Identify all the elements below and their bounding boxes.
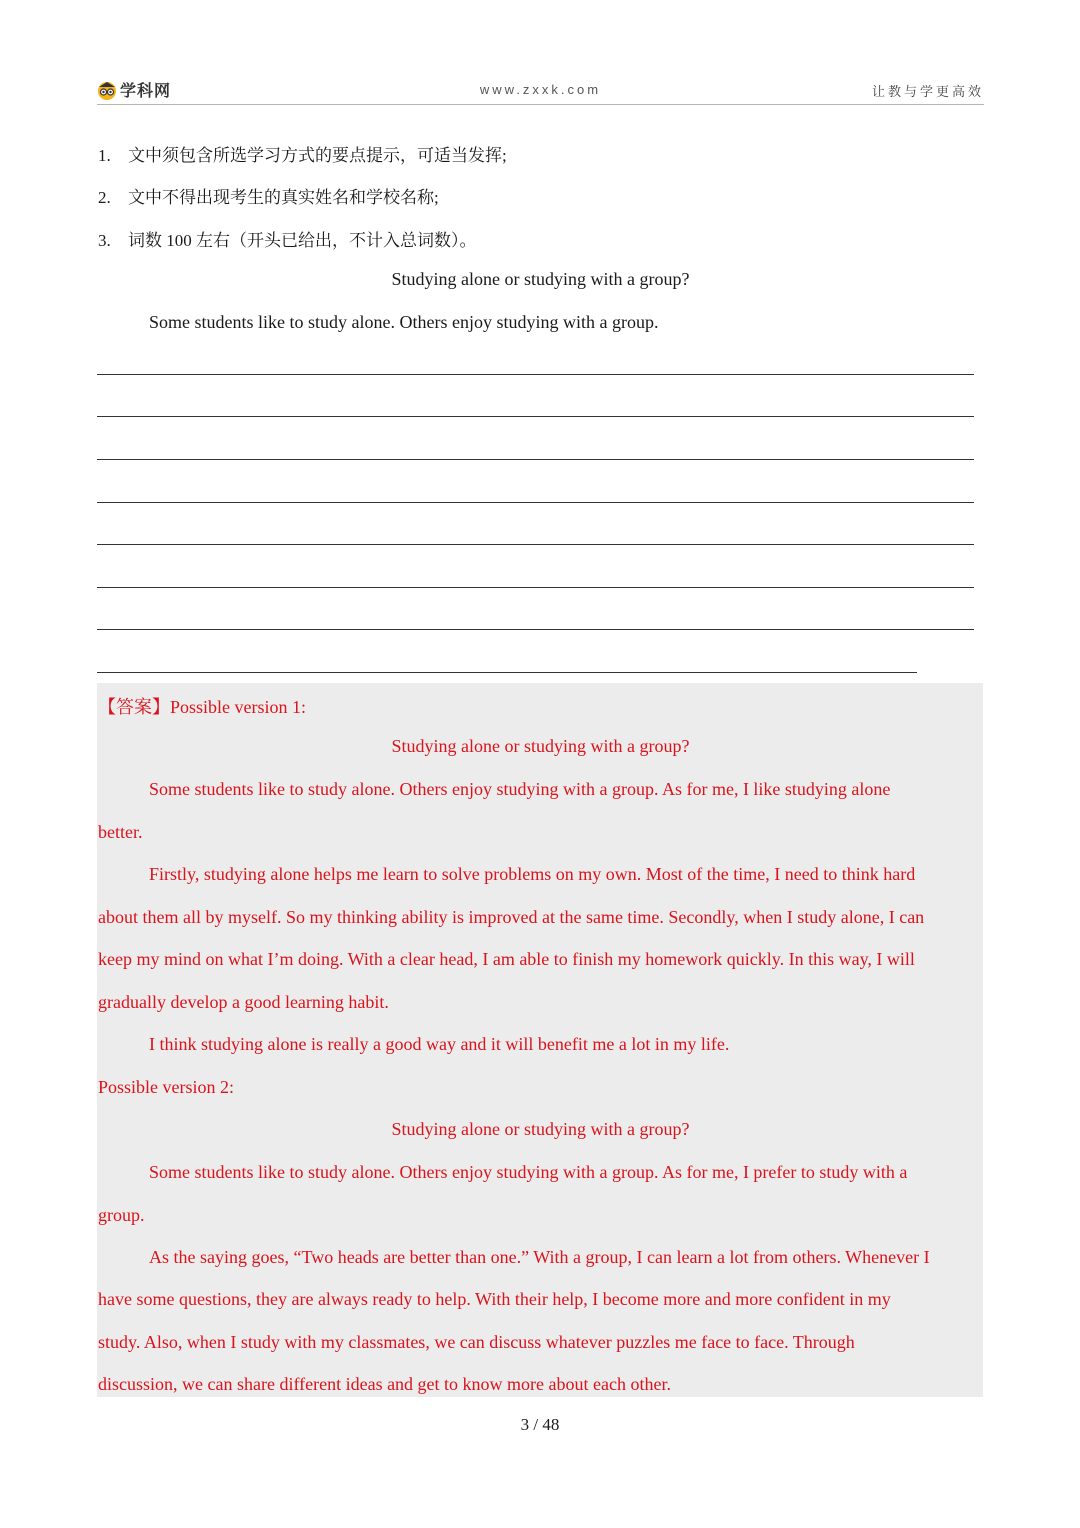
requirement-number: 1. [98,146,111,165]
version2-title: Studying alone or studying with a group? [391,1119,690,1139]
requirement-item [98,141,507,166]
header-slogan: 让教与学更高效 [871,85,984,100]
requirement-number: 3. [98,231,111,250]
writing-line [97,502,974,503]
logo-text: 学科网 [120,81,172,100]
answer-line: As the saying goes, “Two heads are better than one.” With a group, I can learn a lot from others. Whenever I [149,1247,930,1267]
writing-line [97,587,974,588]
version1-title: Studying alone or studying with a group? [391,736,690,756]
version1-label: Possible version 1: [170,697,307,717]
writing-line [97,672,917,673]
answer-label [98,693,306,719]
requirement-number: 2. [98,188,111,207]
requirement-text: 文中须包含所选学习方式的要点提示，可适当发挥; [128,146,507,165]
writing-line [97,374,974,375]
prompt-opening: Some students like to study alone. Others enjoy studying with a group. [149,312,659,332]
requirement-item [98,183,439,208]
site-url: www.zxxk.com [479,82,602,97]
requirement-text: 词数 100 左右（开头已给出，不计入总词数）。 [128,231,477,250]
requirement-text: 文中不得出现考生的真实姓名和学校名称; [128,188,439,207]
writing-line [97,544,974,545]
answer-line: Some students like to study alone. Others enjoy studying with a group. As for me, I like studying alone [149,779,891,799]
answer-line: study. Also, when I study with my classmates, we can discuss whatever puzzles me face to face. Through [98,1332,855,1352]
writing-line [97,459,974,460]
answer-line: discussion, we can share different ideas and get to know more about each other. [98,1374,671,1394]
answer-bracket: 【答案】 [98,697,170,718]
page-header [97,76,984,105]
answer-line: Firstly, studying alone helps me learn to solve problems on my own. Most of the time, I need to think hard [149,864,916,884]
answer-line: better. [98,822,143,842]
answer-line: Some students like to study alone. Others enjoy studying with a group. As for me, I prefer to study with a [149,1162,908,1182]
version2-label: Possible version 2: [98,1077,235,1097]
answer-line: group. [98,1205,145,1225]
page-number: 3 / 48 [520,1415,560,1434]
prompt-title: Studying alone or studying with a group? [391,269,690,289]
answer-line: I think studying alone is really a good way and it will benefit me a lot in my life. [149,1034,730,1054]
requirement-item [98,226,477,251]
answer-line: have some questions, they are always ready to help. With their help, I become more and more confident in my [98,1289,891,1309]
answer-line: gradually develop a good learning habit. [98,992,389,1012]
writing-line [97,629,974,630]
answer-line: keep my mind on what I’m doing. With a clear head, I am able to finish my homework quickly. In this way, I will [98,949,915,969]
writing-line [97,416,974,417]
answer-line: about them all by myself. So my thinking ability is improved at the same time. Secondly, when I study alone, I can [98,907,925,927]
